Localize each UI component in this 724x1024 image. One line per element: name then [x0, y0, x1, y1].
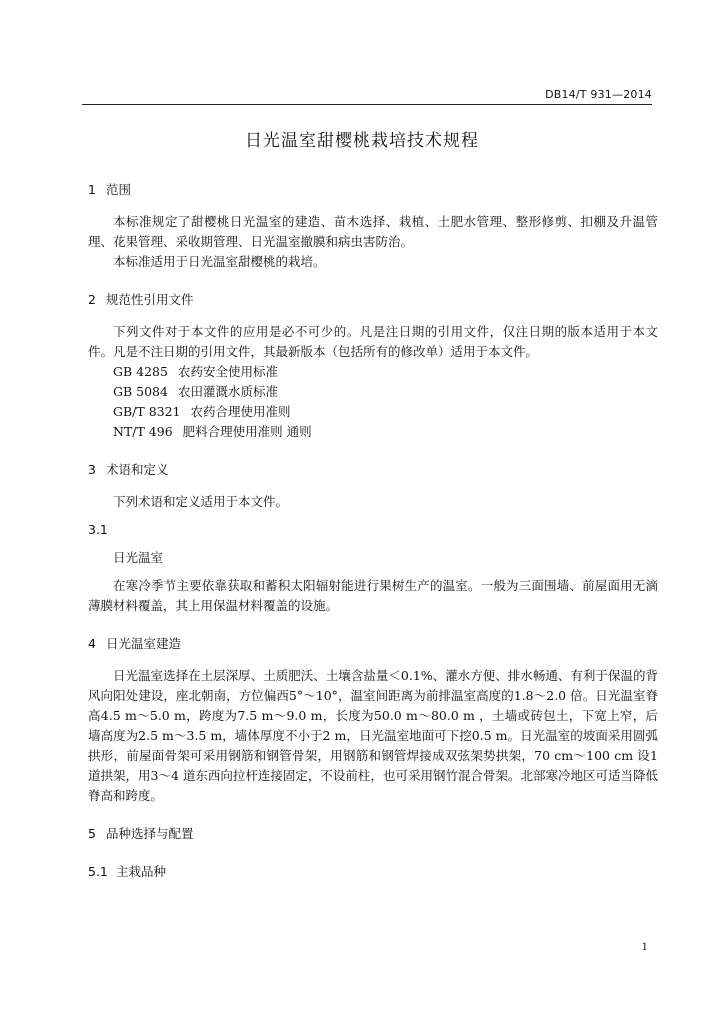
section-number: 4	[88, 636, 96, 651]
section-title: 范围	[106, 182, 132, 197]
section-1-paragraph-1: 本标准规定了甜樱桃日光温室的建造、苗木选择、栽植、土肥水管理、整形修剪、扣棚及升温管理、花果管理、采收期管理、日光温室撤膜和病虫害防治。	[88, 214, 658, 249]
section-3-paragraph-1: 下列术语和定义适用于本文件。	[113, 494, 289, 509]
reference-item	[88, 422, 658, 442]
section-1-heading	[88, 180, 658, 200]
reference-name: 农药合理使用准则	[190, 404, 291, 419]
section-title: 规范性引用文件	[106, 292, 194, 307]
section-title: 日光温室建造	[106, 636, 182, 651]
reference-name: 农药安全使用标准	[177, 364, 278, 379]
reference-name: 农田灌溉水质标准	[177, 384, 278, 399]
subsection-title: 主栽品种	[116, 864, 167, 879]
section-2-heading	[88, 290, 658, 310]
header-rule	[82, 104, 652, 105]
reference-name: 肥料合理使用准则 通则	[182, 424, 312, 439]
reference-list	[88, 362, 658, 442]
reference-item	[88, 382, 658, 402]
section-3-heading	[88, 460, 658, 480]
section-1-paragraph-2: 本标准适用于日光温室甜樱桃的栽培。	[113, 254, 326, 269]
reference-code: NT/T 496	[113, 424, 173, 439]
term-name: 日光温室	[113, 550, 164, 565]
section-2-paragraph-1: 下列文件对于本文件的应用是必不可少的。凡是注日期的引用文件，仅注日期的版本适用于本文件。凡是不注日期的引用文件，其最新版本（包括所有的修改单）适用于本文件。	[88, 324, 658, 359]
section-number: 2	[88, 292, 96, 307]
section-4-heading	[88, 634, 658, 654]
section-number: 3	[88, 462, 96, 477]
term-definition: 在寒冷季节主要依靠获取和蓄积太阳辐射能进行果树生产的温室。一般为三面围墙、前屋面用无滴薄膜材料覆盖，其上用保温材料覆盖的设施。	[88, 578, 658, 613]
standard-code: DB14/T 931—2014	[545, 88, 652, 101]
section-4-paragraph-1: 日光温室选择在土层深厚、土质肥沃、土壤含盐量＜0.1%、灌水方便、排水畅通、有利于保温的背风向阳处建设，座北朝南，方位偏西5°～10°，温室间距离为前排温室高度的1.8～2.0 倍。日光温室脊高4.5 m～5.0 m，跨度为7.5 m～9.0 m，长度为50.0 m～80.0 m ，土墙或砖包土，下宽上窄，后墙高度为2.5 m～3.5 m，墙体厚度不小于2 m，日光温室地面可下挖0.5 m。日光温室的坡面采用圆弧拱形，前屋面骨架可采用钢筋和钢管骨架，用钢筋和钢管焊接成双弦架势拱架，70 cm～100 cm 设1 道拱架，用3～4 道东西向拉杆连接固定，不设前柱，也可采用钢竹混合骨架。北部寒冷地区可适当降低脊高和跨度。	[88, 668, 658, 803]
section-number: 1	[88, 182, 96, 197]
reference-item	[88, 362, 658, 382]
section-number: 5	[88, 826, 96, 841]
reference-code: GB/T 8321	[113, 404, 181, 419]
document-body	[88, 180, 658, 882]
subsection-5-1-heading	[88, 862, 658, 882]
reference-code: GB 4285	[113, 364, 168, 379]
section-title: 品种选择与配置	[106, 826, 194, 841]
reference-code: GB 5084	[113, 384, 168, 399]
reference-item	[88, 402, 658, 422]
page-number: 1	[641, 942, 648, 953]
term-number: 3.1	[88, 522, 108, 537]
document-title: 日光温室甜樱桃栽培技术规程	[245, 131, 479, 151]
section-5-heading	[88, 824, 658, 844]
subsection-number: 5.1	[88, 864, 108, 879]
section-title: 术语和定义	[106, 462, 169, 477]
